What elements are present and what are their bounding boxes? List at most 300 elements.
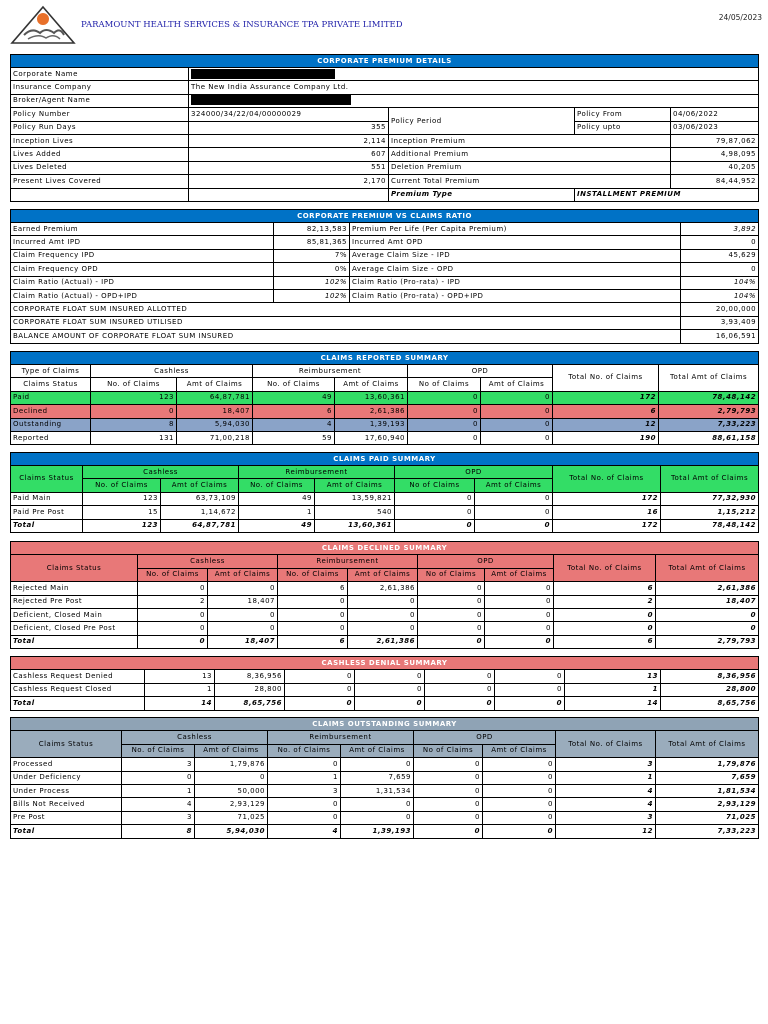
- amt-claims-header: Amt of Claims: [348, 568, 418, 581]
- table-row: [11, 223, 759, 236]
- metric-value: 85,81,365: [274, 236, 350, 249]
- row-value: 0: [483, 784, 556, 797]
- row-value: 77,32,930: [661, 492, 759, 505]
- corporate-name-label: Corporate Name: [11, 68, 189, 81]
- metric-value: 0: [681, 236, 759, 249]
- row-value: 0: [285, 697, 355, 710]
- claims-status-header: Claims Status: [11, 378, 91, 391]
- metric-value: 0%: [274, 263, 350, 276]
- row-label: Total: [11, 825, 122, 838]
- amt-claims-header: Amt of Claims: [335, 378, 408, 391]
- row-value: 0: [495, 670, 565, 683]
- table-row: [11, 635, 759, 648]
- row-value: 0: [348, 622, 418, 635]
- section-title: CLAIMS REPORTED SUMMARY: [11, 352, 759, 365]
- row-value: 0: [485, 582, 554, 595]
- metric-label: Premium Per Life (Per Capita Premium): [350, 223, 681, 236]
- row-value: 49: [239, 492, 315, 505]
- row-value: 0: [138, 622, 208, 635]
- table-row: [11, 249, 759, 262]
- cashless-header: Cashless: [83, 466, 239, 479]
- row-label: Deficient, Closed Pre Post: [11, 622, 138, 635]
- row-value: 0: [285, 670, 355, 683]
- row-value: 123: [91, 391, 177, 404]
- cashless-header: Cashless: [122, 731, 268, 744]
- row-value: 4: [556, 784, 656, 797]
- no-claims-header: No of Claims: [414, 744, 483, 757]
- metric-label: Claim Ratio (Pro-rata) - OPD+IPD: [350, 289, 681, 302]
- row-value: 0: [414, 798, 483, 811]
- row-value: 8,65,756: [661, 697, 759, 710]
- row-value: 13,59,821: [315, 492, 395, 505]
- metric-label: Claim Frequency IPD: [11, 249, 274, 262]
- row-value: 8,36,956: [661, 670, 759, 683]
- metric-label: Incurred Amt OPD: [350, 236, 681, 249]
- row-value: 6: [253, 405, 335, 418]
- metric-value: 0: [681, 263, 759, 276]
- row-value: 7,33,223: [656, 825, 759, 838]
- row-value: 0: [408, 405, 481, 418]
- row-value: 0: [485, 595, 554, 608]
- row-value: 13: [145, 670, 215, 683]
- row-value: 0: [483, 798, 556, 811]
- row-label: Pre Post: [11, 811, 122, 824]
- row-value: 3: [268, 784, 341, 797]
- opd-header: OPD: [418, 555, 554, 568]
- no-claims-header: No. of Claims: [278, 568, 348, 581]
- no-claims-header: No. of Claims: [122, 744, 195, 757]
- no-claims-header: No. of Claims: [253, 378, 335, 391]
- premium-type-value: INSTALLMENT PREMIUM: [575, 188, 759, 201]
- row-value: 59: [253, 431, 335, 444]
- row-value: 0: [341, 811, 414, 824]
- row-value: 2,79,793: [659, 405, 759, 418]
- row-value: 0: [481, 418, 553, 431]
- total-amt-header: Total Amt of Claims: [661, 466, 759, 493]
- policy-run-days-label: Policy Run Days: [11, 121, 189, 134]
- row-value: 71,025: [195, 811, 268, 824]
- row-value: 64,87,781: [177, 391, 253, 404]
- metric-label: Claim Ratio (Pro-rata) - IPD: [350, 276, 681, 289]
- row-value: 2,93,129: [195, 798, 268, 811]
- section-title: CLAIMS OUTSTANDING SUMMARY: [11, 718, 759, 731]
- table-row: [11, 418, 759, 431]
- row-value: 6: [554, 635, 656, 648]
- present-lives-label: Present Lives Covered: [11, 175, 189, 188]
- row-value: 1,14,672: [161, 506, 239, 519]
- row-value: 4: [122, 798, 195, 811]
- no-claims-header: No. of Claims: [239, 479, 315, 492]
- row-label: Bills Not Received: [11, 798, 122, 811]
- row-value: 0: [656, 622, 759, 635]
- row-value: 15: [83, 506, 161, 519]
- float-label: CORPORATE FLOAT SUM INSURED ALLOTTED: [11, 303, 681, 316]
- table-row: [11, 276, 759, 289]
- total-amt-header: Total Amt of Claims: [656, 731, 759, 758]
- row-value: 0: [495, 697, 565, 710]
- row-value: 2: [554, 595, 656, 608]
- premium-type-label: Premium Type: [389, 188, 575, 201]
- row-value: 0: [656, 608, 759, 621]
- row-value: 0: [485, 608, 554, 621]
- corporate-name-value: [189, 68, 759, 81]
- row-value: 0: [408, 431, 481, 444]
- table-row: [11, 811, 759, 824]
- float-value: 3,93,409: [681, 316, 759, 329]
- row-value: 1,15,212: [661, 506, 759, 519]
- row-value: 0: [495, 683, 565, 696]
- insurance-company-label: Insurance Company: [11, 81, 189, 94]
- row-value: 64,87,781: [161, 519, 239, 532]
- row-value: 0: [414, 811, 483, 824]
- amt-claims-header: Amt of Claims: [208, 568, 278, 581]
- row-value: 2,93,129: [656, 798, 759, 811]
- metric-label: Claim Ratio (Actual) - IPD: [11, 276, 274, 289]
- row-value: 0: [475, 492, 553, 505]
- row-value: 3: [556, 758, 656, 771]
- row-label: Under Process: [11, 784, 122, 797]
- policy-number-label: Policy Number: [11, 108, 189, 121]
- row-value: 0: [418, 622, 485, 635]
- row-value: 6: [278, 582, 348, 595]
- insurance-company-value: The New India Assurance Company Ltd.: [189, 81, 759, 94]
- table-row: [11, 289, 759, 302]
- row-label: Paid Pre Post: [11, 506, 83, 519]
- no-claims-header: No of Claims: [395, 479, 475, 492]
- row-value: 0: [554, 622, 656, 635]
- additional-premium-label: Additional Premium: [389, 148, 671, 161]
- table-row: [11, 683, 759, 696]
- row-label: Reported: [11, 431, 91, 444]
- section-title: CORPORATE PREMIUM DETAILS: [11, 55, 759, 68]
- policy-upto-value: 03/06/2023: [671, 121, 759, 134]
- section-title: CORPORATE PREMIUM VS CLAIMS RATIO: [11, 210, 759, 223]
- policy-from-label: Policy From: [575, 108, 671, 121]
- row-value: 0: [208, 608, 278, 621]
- table-row: [11, 771, 759, 784]
- lives-deleted-label: Lives Deleted: [11, 161, 189, 174]
- section-title: CASHLESS DENIAL SUMMARY: [11, 657, 759, 670]
- row-value: 0: [414, 758, 483, 771]
- claims-reported-summary: [10, 351, 758, 445]
- row-value: 0: [268, 798, 341, 811]
- policy-upto-label: Policy upto: [575, 121, 671, 134]
- row-value: 0: [475, 506, 553, 519]
- row-value: 2,61,386: [656, 582, 759, 595]
- row-value: 3: [122, 811, 195, 824]
- deletion-premium-label: Deletion Premium: [389, 161, 671, 174]
- claims-status-header: Claims Status: [11, 466, 83, 493]
- metric-value: 82,13,583: [274, 223, 350, 236]
- table-row: [11, 303, 759, 316]
- section-title: CLAIMS PAID SUMMARY: [11, 453, 759, 466]
- row-value: 190: [553, 431, 659, 444]
- table-row: [11, 263, 759, 276]
- row-label: Total: [11, 697, 145, 710]
- amt-claims-header: Amt of Claims: [177, 378, 253, 391]
- table-row: [11, 608, 759, 621]
- row-value: 14: [565, 697, 661, 710]
- row-value: 6: [554, 582, 656, 595]
- table-row: [11, 697, 759, 710]
- row-value: 131: [91, 431, 177, 444]
- inception-premium-value: 79,87,062: [671, 134, 759, 147]
- lives-deleted-value: 551: [189, 161, 389, 174]
- opd-header: OPD: [414, 731, 556, 744]
- row-value: 0: [483, 771, 556, 784]
- row-value: 123: [83, 492, 161, 505]
- row-value: 18,407: [656, 595, 759, 608]
- table-row: [11, 622, 759, 635]
- row-value: 5,94,030: [195, 825, 268, 838]
- reimbursement-header: Reimbursement: [239, 466, 395, 479]
- row-value: 0: [414, 771, 483, 784]
- deletion-premium-value: 40,205: [671, 161, 759, 174]
- row-value: 0: [268, 758, 341, 771]
- row-value: 2,61,386: [348, 635, 418, 648]
- claims-status-header: Claims Status: [11, 731, 122, 758]
- row-value: 172: [553, 492, 661, 505]
- row-value: 6: [278, 635, 348, 648]
- row-label: Rejected Main: [11, 582, 138, 595]
- row-label: Processed: [11, 758, 122, 771]
- table-row: [11, 405, 759, 418]
- row-value: 0: [195, 771, 268, 784]
- row-value: 63,73,109: [161, 492, 239, 505]
- row-value: 0: [138, 635, 208, 648]
- no-claims-header: No. of Claims: [83, 479, 161, 492]
- table-row: [11, 798, 759, 811]
- policy-period-label: Policy Period: [389, 108, 575, 135]
- row-value: 18,407: [208, 595, 278, 608]
- row-value: 13: [565, 670, 661, 683]
- amt-claims-header: Amt of Claims: [195, 744, 268, 757]
- row-value: 7,659: [341, 771, 414, 784]
- row-label: Cashless Request Denied: [11, 670, 145, 683]
- row-value: 1: [122, 784, 195, 797]
- float-label: CORPORATE FLOAT SUM INSURED UTILISED: [11, 316, 681, 329]
- section-title: CLAIMS DECLINED SUMMARY: [11, 542, 759, 555]
- row-value: 8,36,956: [215, 670, 285, 683]
- row-value: 1,81,534: [656, 784, 759, 797]
- metric-value: 104%: [681, 289, 759, 302]
- metric-value: 102%: [274, 289, 350, 302]
- row-value: 28,800: [661, 683, 759, 696]
- policy-number-value: 324000/34/22/04/00000029: [189, 108, 389, 121]
- row-value: 172: [553, 519, 661, 532]
- row-value: 0: [425, 670, 495, 683]
- no-claims-header: No. of Claims: [268, 744, 341, 757]
- metric-label: Earned Premium: [11, 223, 274, 236]
- row-value: 123: [83, 519, 161, 532]
- row-value: 28,800: [215, 683, 285, 696]
- no-claims-header: No of Claims: [418, 568, 485, 581]
- amt-claims-header: Amt of Claims: [475, 479, 553, 492]
- row-value: 0: [278, 622, 348, 635]
- row-value: 1,79,876: [195, 758, 268, 771]
- table-row: [11, 492, 759, 505]
- row-value: 17,60,940: [335, 431, 408, 444]
- amt-claims-header: Amt of Claims: [483, 744, 556, 757]
- row-value: 2: [138, 595, 208, 608]
- company-name: PARAMOUNT HEALTH SERVICES & INSURANCE TPA PRIVATE LIMITED: [81, 20, 403, 30]
- row-value: 0: [341, 758, 414, 771]
- claims-paid-summary: [10, 452, 758, 533]
- row-value: 50,000: [195, 784, 268, 797]
- metric-value: 104%: [681, 276, 759, 289]
- row-label: Cashless Request Closed: [11, 683, 145, 696]
- row-value: 0: [138, 582, 208, 595]
- row-value: 0: [481, 431, 553, 444]
- table-row: [11, 670, 759, 683]
- row-value: 0: [341, 798, 414, 811]
- metric-label: Claim Ratio (Actual) - OPD+IPD: [11, 289, 274, 302]
- no-claims-header: No of Claims: [408, 378, 481, 391]
- table-row: [11, 595, 759, 608]
- row-label: Outstanding: [11, 418, 91, 431]
- inception-lives-value: 2,114: [189, 134, 389, 147]
- amt-claims-header: Amt of Claims: [485, 568, 554, 581]
- present-lives-value: 2,170: [189, 175, 389, 188]
- metric-value: 102%: [274, 276, 350, 289]
- table-row: [11, 582, 759, 595]
- row-value: 0: [278, 608, 348, 621]
- report-date: 24/05/2023: [718, 13, 762, 22]
- inception-lives-label: Inception Lives: [11, 134, 189, 147]
- row-value: 0: [475, 519, 553, 532]
- row-value: 0: [348, 595, 418, 608]
- float-value: 20,00,000: [681, 303, 759, 316]
- cashless-header: Cashless: [138, 555, 278, 568]
- row-value: 0: [481, 405, 553, 418]
- row-value: 0: [425, 697, 495, 710]
- row-value: 0: [208, 622, 278, 635]
- row-value: 7,33,223: [659, 418, 759, 431]
- row-value: 172: [553, 391, 659, 404]
- row-value: 0: [138, 608, 208, 621]
- row-value: 0: [418, 608, 485, 621]
- row-value: 1: [145, 683, 215, 696]
- row-value: 0: [395, 492, 475, 505]
- total-amt-header: Total Amt of Claims: [656, 555, 759, 582]
- corporate-premium-details: [10, 54, 758, 202]
- redaction-bar: [191, 95, 351, 105]
- row-value: 0: [485, 635, 554, 648]
- claims-declined-summary: [10, 541, 758, 649]
- row-value: 0: [278, 595, 348, 608]
- row-value: 12: [556, 825, 656, 838]
- total-no-header: Total No. of Claims: [553, 365, 659, 392]
- policy-run-days-value: 355: [189, 121, 389, 134]
- metric-label: Claim Frequency OPD: [11, 263, 274, 276]
- row-value: 71,025: [656, 811, 759, 824]
- row-value: 13,60,361: [335, 391, 408, 404]
- row-value: 1: [556, 771, 656, 784]
- amt-claims-header: Amt of Claims: [161, 479, 239, 492]
- premium-vs-claims-ratio: [10, 209, 758, 344]
- row-value: 0: [414, 825, 483, 838]
- row-value: 14: [145, 697, 215, 710]
- metric-label: Incurred Amt IPD: [11, 236, 274, 249]
- row-value: 0: [122, 771, 195, 784]
- metric-value: 3,892: [681, 223, 759, 236]
- row-value: 18,407: [177, 405, 253, 418]
- table-row: [11, 330, 759, 343]
- row-label: Paid: [11, 391, 91, 404]
- row-value: 16: [553, 506, 661, 519]
- broker-label: Broker/Agent Name: [11, 94, 189, 107]
- row-value: 8: [122, 825, 195, 838]
- table-row: [11, 431, 759, 444]
- row-value: 0: [425, 683, 495, 696]
- cashless-denial-summary: [10, 656, 758, 711]
- row-value: 0: [355, 670, 425, 683]
- broker-value: [189, 94, 759, 107]
- row-value: 0: [208, 582, 278, 595]
- row-value: 0: [395, 519, 475, 532]
- row-value: 49: [253, 391, 335, 404]
- row-value: 3: [122, 758, 195, 771]
- row-value: 1,31,534: [341, 784, 414, 797]
- row-value: 0: [485, 622, 554, 635]
- row-value: 13,60,361: [315, 519, 395, 532]
- row-value: 0: [355, 697, 425, 710]
- row-label: Under Deficiency: [11, 771, 122, 784]
- row-value: 2,79,793: [656, 635, 759, 648]
- row-value: 18,407: [208, 635, 278, 648]
- row-value: 7,659: [656, 771, 759, 784]
- total-no-header: Total No. of Claims: [553, 466, 661, 493]
- row-value: 0: [395, 506, 475, 519]
- amt-claims-header: Amt of Claims: [341, 744, 414, 757]
- row-value: 71,00,218: [177, 431, 253, 444]
- table-row: [11, 236, 759, 249]
- row-label: Rejected Pre Post: [11, 595, 138, 608]
- row-value: 8: [91, 418, 177, 431]
- row-value: 0: [348, 608, 418, 621]
- row-value: 4: [556, 798, 656, 811]
- row-value: 1: [268, 771, 341, 784]
- row-value: 2,61,386: [335, 405, 408, 418]
- table-row: [11, 316, 759, 329]
- reimbursement-header: Reimbursement: [278, 555, 418, 568]
- row-value: 0: [285, 683, 355, 696]
- row-value: 0: [418, 595, 485, 608]
- row-value: 0: [355, 683, 425, 696]
- no-claims-header: No. of Claims: [91, 378, 177, 391]
- metric-value: 7%: [274, 249, 350, 262]
- opd-header: OPD: [395, 466, 553, 479]
- row-value: 1: [565, 683, 661, 696]
- row-value: 12: [553, 418, 659, 431]
- row-value: 1: [239, 506, 315, 519]
- policy-from-value: 04/06/2022: [671, 108, 759, 121]
- row-value: 49: [239, 519, 315, 532]
- row-value: 0: [481, 391, 553, 404]
- metric-label: Average Claim Size - IPD: [350, 249, 681, 262]
- row-label: Total: [11, 635, 138, 648]
- additional-premium-value: 4,98,095: [671, 148, 759, 161]
- row-value: 0: [408, 418, 481, 431]
- lives-added-value: 607: [189, 148, 389, 161]
- amt-claims-header: Amt of Claims: [315, 479, 395, 492]
- no-claims-header: No. of Claims: [138, 568, 208, 581]
- metric-value: 45,629: [681, 249, 759, 262]
- reimbursement-header: Reimbursement: [253, 365, 408, 378]
- row-value: 0: [554, 608, 656, 621]
- row-label: Deficient, Closed Main: [11, 608, 138, 621]
- claims-status-header: Claims Status: [11, 555, 138, 582]
